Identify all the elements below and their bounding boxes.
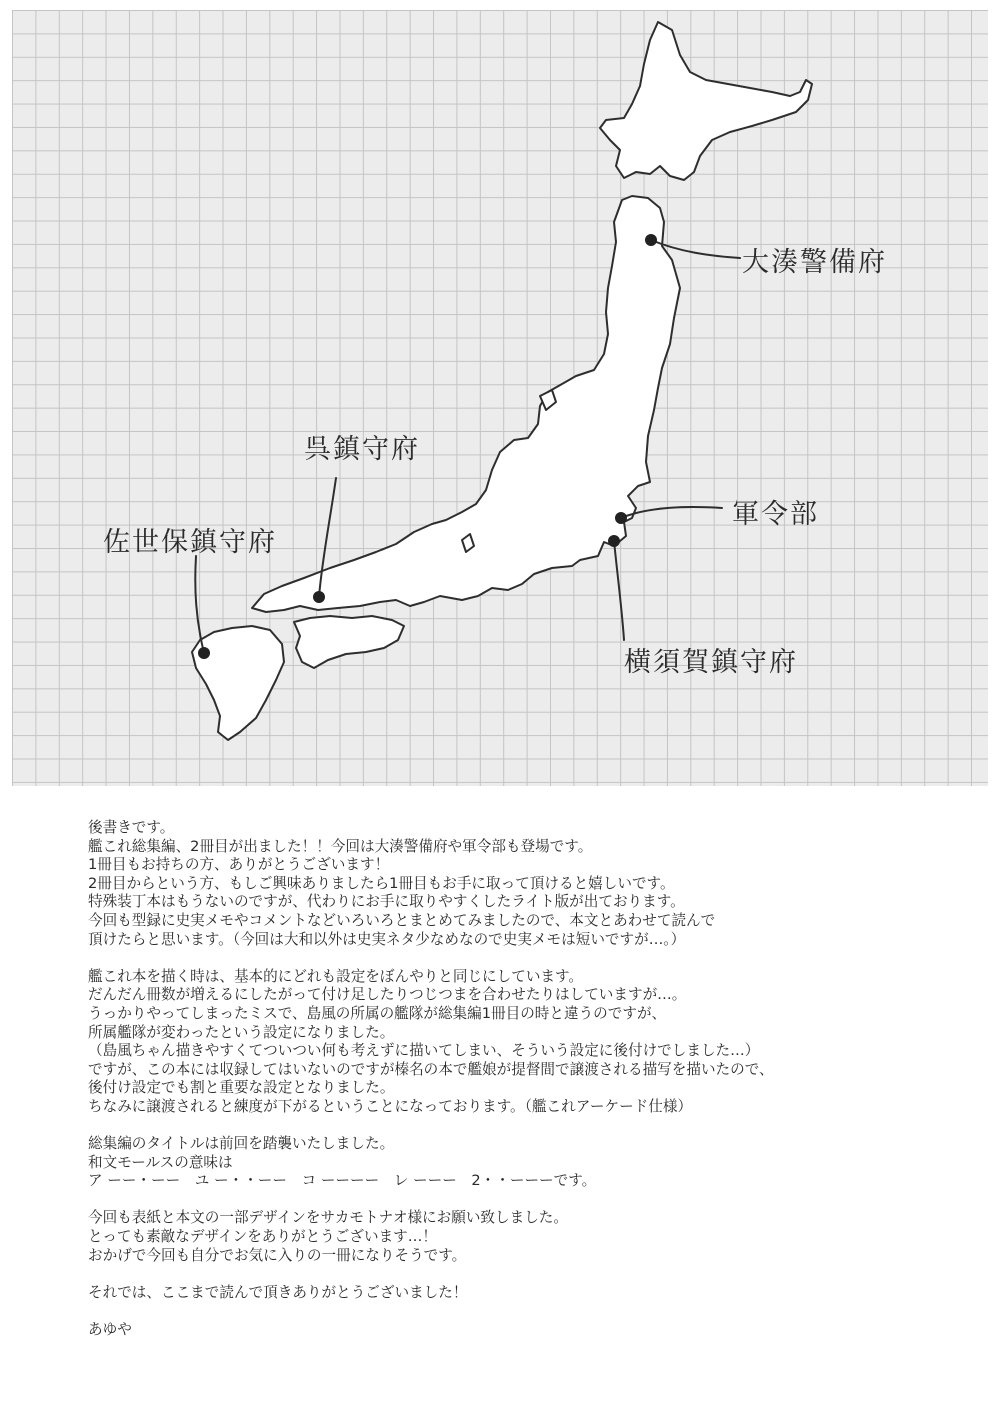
label-kure: 呉鎮守府 xyxy=(304,434,420,465)
label-sasebo: 佐世保鎮守府 xyxy=(103,527,277,558)
label-gunreibu: 軍令部 xyxy=(732,499,819,530)
afterword-line: ですが、この本には収録してはいないのですが榛名の本で艦娘が提督間で譲渡される描写を描いたので、 xyxy=(88,1060,774,1078)
afterword-line: うっかりやってしまったミスで、島風の所属の艦隊が総集編1冊目の時と違うのですが、 xyxy=(88,1004,667,1022)
hokkaido-island xyxy=(600,22,812,180)
afterword-line: おかげで今回も自分でお気に入りの一冊になりそうです。 xyxy=(88,1246,467,1264)
shikoku-island xyxy=(294,616,404,668)
afterword-text xyxy=(88,819,948,1340)
afterword-line: 1冊目もお持ちの方、ありがとうございます！ xyxy=(88,856,390,874)
blank-line xyxy=(88,1117,948,1136)
blank-line xyxy=(88,1265,948,1284)
afterword-line: 今回も型録に史実メモやコメントなどいろいろとまとめてみましたので、本文とあわせて読んで xyxy=(88,911,716,929)
afterword-line: 頂けたらと思います。（今回は大和以外は史実ネタ少なめなので史実メモは短いですが…。） xyxy=(88,930,686,948)
afterword-line: だんだん冊数が増えるにしたがって付け足したりつじつまを合わせたりはしていますが…。 xyxy=(88,986,687,1004)
afterword-line: 所属艦隊が変わったという設定になりました。 xyxy=(88,1023,395,1041)
afterword-line: それでは、ここまで読んで頂きありがとうございました！ xyxy=(88,1283,468,1301)
afterword-line: 特殊装丁本はもうないのですが、代わりにお手に取りやすくしたライト版が出ております。 xyxy=(88,893,685,911)
blank-line xyxy=(88,1302,948,1321)
afterword-line: 総集編のタイトルは前回を踏襲いたしました。 xyxy=(88,1135,395,1153)
afterword-line: ア ーー・ーー ユ ー・・ーー コ ーーーー レ ーーー 2・・ーーーです。 xyxy=(88,1172,597,1190)
afterword-line: とっても素敵なデザインをありがとうございます…！ xyxy=(88,1228,437,1246)
afterword-line: ちなみに譲渡されると練度が下がるということになっております。（艦これアーケード仕様） xyxy=(88,1097,693,1115)
afterword-line: あゆや xyxy=(88,1321,132,1339)
dot-ominato xyxy=(645,234,657,246)
blank-line xyxy=(88,949,948,968)
afterword-line: 今回も表紙と本文の一部デザインをサカモトナオ様にお願い致しました。 xyxy=(88,1209,568,1227)
afterword-line: 和文モールスの意味は xyxy=(88,1153,233,1171)
leader-yokosuka xyxy=(614,541,624,640)
dot-sasebo xyxy=(198,647,210,659)
afterword-line: 艦これ本を描く時は、基本的にどれも設定をぼんやりと同じにしています。 xyxy=(88,967,584,985)
kyushu-island xyxy=(192,626,284,740)
afterword-line: 後付け設定でも割と重要な設定となりました。 xyxy=(88,1079,395,1097)
afterword-line: 後書きです。 xyxy=(88,819,175,836)
afterword-line: 2冊目からという方、もしご興味ありましたら1冊目もお手に取って頂けると嬉しいです。 xyxy=(88,874,675,892)
afterword-line: 艦これ総集編、2冊目が出ました！！今回は大湊警備府や軍令部も登場です。 xyxy=(88,837,593,855)
dot-kure xyxy=(313,591,325,603)
label-ominato: 大湊警備府 xyxy=(742,247,887,278)
label-yokosuka: 横須賀鎮守府 xyxy=(624,647,798,678)
afterword-line: （島風ちゃん描きやすくてついつい何も考えずに描いてしまい、そういう設定に後付けでしました…） xyxy=(88,1042,760,1060)
dot-yokosuka xyxy=(608,535,620,547)
dot-gunreibu xyxy=(615,512,627,524)
blank-line xyxy=(88,1191,948,1210)
